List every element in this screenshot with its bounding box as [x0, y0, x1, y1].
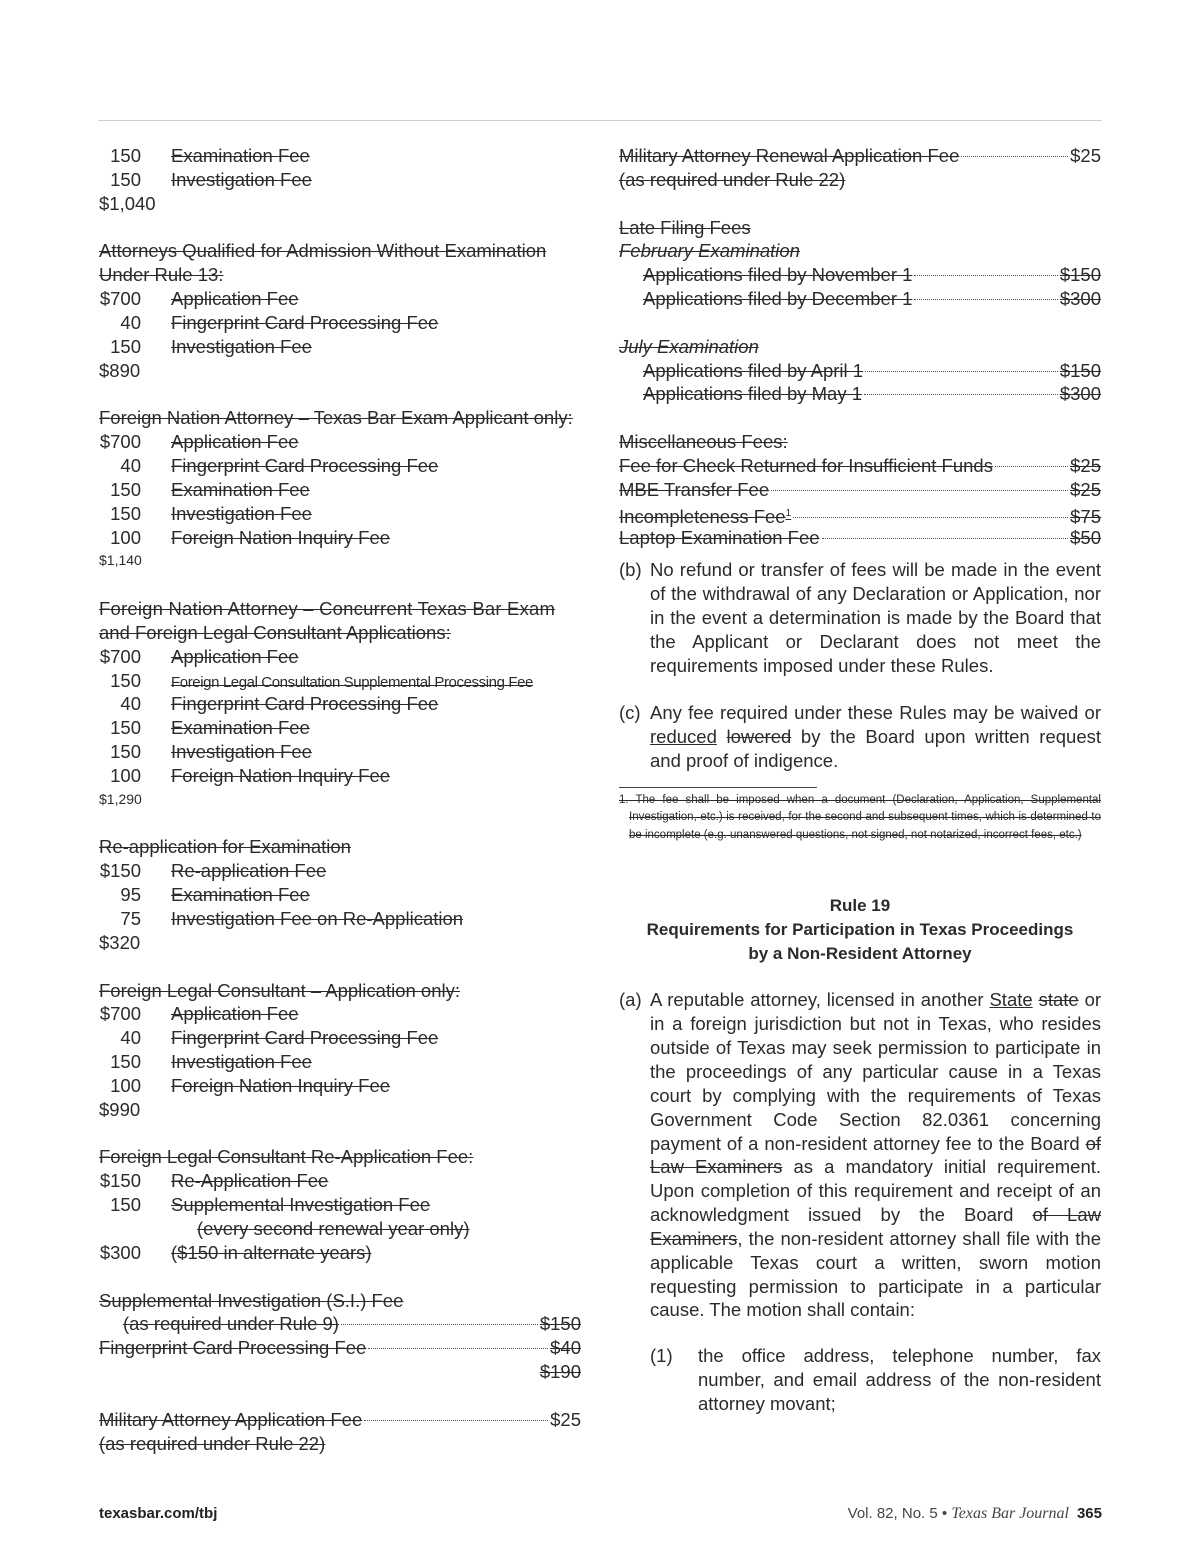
inserted-text: State — [989, 989, 1033, 1011]
fee-block-miscellaneous: Miscellaneous Fees: Fee for Check Returned for Insufficient Funds $25 MBE Transfer Fee $25 Incompleteness Fee$^1$ $75 Laptop Examination Fee $50 — [619, 431, 1101, 548]
block-title: Re-application for Examination — [99, 836, 351, 858]
fee-block-military-renewal: Military Attorney Renewal Application Fee $25 (as required under Rule 22) — [619, 145, 1101, 190]
block-total: $320 — [99, 931, 141, 953]
block-total: $1,140 — [99, 552, 142, 569]
block-total: $190 — [539, 1361, 581, 1383]
block-total: $990 — [99, 1098, 141, 1120]
fee-block-foreign-nation-exam: Foreign Nation Attorney – Texas Bar Exam Applicant only: $700 Application Fee 40 Fingerprint Card Processing Fee 150 Examination Fee 150 Investigation Fee 100 Foreign Nation Inquiry Fee $1,140 — [99, 406, 581, 573]
fee-block-military: Military Attorney Application Fee $25 (as required under Rule 22) — [99, 1408, 581, 1454]
fee-block-flc-application: Foreign Legal Consultant – Application only: $700 Application Fee 40 Fingerprint Card Processing Fee 150 Investigation Fee 100 Foreign Nation Inquiry Fee $990 — [99, 979, 581, 1122]
fee-block-foreign-nation-concurrent: Foreign Nation Attorney – Concurrent Texas Bar Exam and Foreign Legal Consultant Applications: $700 Application Fee 150 Foreign Legal Consultation Supplemental Processing Fee 40 Fingerprint Card Processing Fee 150 Examination Fee 150 Investigation Fee 100 Foreign Nation Inquiry Fee $1,290 — [99, 597, 581, 812]
block-title: Miscellaneous Fees: — [619, 431, 788, 453]
rule-heading: Rule 19 Requirements for Participation in Texas Proceedings by a Non-Resident Attorney — [619, 894, 1101, 966]
deleted-text: lowered — [726, 726, 792, 748]
footnote-ref: 1 — [785, 507, 792, 519]
inserted-text: reduced — [650, 726, 717, 748]
block-title: Attorneys Qualified for Admission Without Examination — [99, 240, 547, 262]
paragraph-b: (b) No refund or transfer of fees will be made in the event of the withdrawal of any Declaration or Application, nor in the event a determination is made by the Board that the Applicant or Declarant does not meet the requirements imposed under these Rules. — [619, 559, 1101, 676]
block-title: Late Filing Fees — [619, 216, 751, 238]
paragraph-c: (c) Any fee required under these Rules may be waived or reduced lowered by the Board upon written request and proof of indigence. — [619, 702, 1101, 772]
fee-block-late-filing: Late Filing Fees February Examination Applications filed by November 1 $150 Applications filed by December 1 $300 July Examination Applications filed by April 1 $150 Applications filed by May 1 $300 — [619, 216, 1101, 405]
block-title: Foreign Nation Attorney – Concurrent Texas Bar Exam — [99, 598, 556, 620]
block-total: $1,290 — [99, 790, 142, 807]
footnote-rule — [619, 787, 817, 788]
left-column — [99, 144, 581, 1455]
fee-block-without-examination: Attorneys Qualified for Admission Without Examination Under Rule 13: $700 Application Fee 40 Fingerprint Card Processing Fee 150 Investigation Fee $890 — [99, 239, 581, 382]
footnote: 1. The fee shall be imposed when a document (Declaration, Application, Supplemental Investigation, etc.) is received, for the second and subsequent times, which is determined to be incomplete (e.g. unanswered questions, not signed, not notarized, incorrect fees, etc.) — [619, 793, 1101, 841]
deleted-text: of Law Examiners — [650, 1132, 1101, 1178]
footer-site-link[interactable]: texasbar.com/tbj — [99, 1505, 218, 1522]
journal-name: Texas Bar Journal — [951, 1505, 1069, 1522]
block-total: $890 — [99, 359, 141, 381]
fee-block-supplemental-investigation: Supplemental Investigation (S.I.) Fee (as required under Rule 9) $150 Fingerprint Card Processing Fee $40 $190 — [99, 1289, 581, 1383]
fee-block-flc-reapplication: Foreign Legal Consultant Re-Application Fee: $150 Re-Application Fee 150 Supplemental Investigation Fee (every second renewal year only) $300 ($150 in alternate years) — [99, 1145, 581, 1264]
right-column — [619, 144, 1101, 1416]
paragraph-a: (a) A reputable attorney, licensed in another State state or in a foreign jurisdiction but not in Texas, who resides outside of Texas may seek permission to participate in the proceedings of any particular cause in a Texas court by complying with the requirements of Texas Government Code Section 82.0361 concerning payment of a non-resident attorney fee to the Board of Law Examiners as a mandatory initial requirement. Upon completion of this requirement and receipt of an acknowledgment issued by the Board of Law Examiners, the non-resident attorney shall file with the applicable Texas court a written, sworn motion requesting permission to participate in a particular cause. The motion shall contain: — [619, 989, 1102, 1321]
rule-number: Rule 19 — [829, 896, 891, 916]
deleted-text: of Law Examiners — [650, 1204, 1101, 1249]
block-total: $1,040 — [99, 192, 156, 214]
footer-issue: Vol. 82, No. 5 • Texas Bar Journal 365 — [847, 1505, 1102, 1522]
block-title: Supplemental Investigation (S.I.) Fee — [99, 1289, 404, 1311]
subparagraph-1: (1) the office address, telephone number, fax number, and email address of the non-resident attorney movant; — [650, 1345, 1101, 1414]
header-rule — [98, 120, 1102, 121]
deleted-text: state — [1038, 989, 1079, 1011]
fee-block-reapplication: Re-application for Examination $150 Re-application Fee 95 Examination Fee 75 Investigation Fee on Re-Application $320 — [99, 835, 581, 954]
block-title: Foreign Nation Attorney – Texas Bar Exam Applicant only: — [99, 407, 573, 429]
fee-block-continued: 150 Examination Fee 150 Investigation Fee $1,040 — [99, 145, 312, 214]
block-title: Foreign Legal Consultant Re-Application Fee: — [99, 1146, 474, 1168]
rule-title: Requirements for Participation in Texas Proceedings — [646, 920, 1074, 940]
page-number: 365 — [1076, 1505, 1102, 1522]
block-total: $300 — [99, 1241, 141, 1263]
block-title: Foreign Legal Consultant – Application only: — [99, 979, 460, 1001]
